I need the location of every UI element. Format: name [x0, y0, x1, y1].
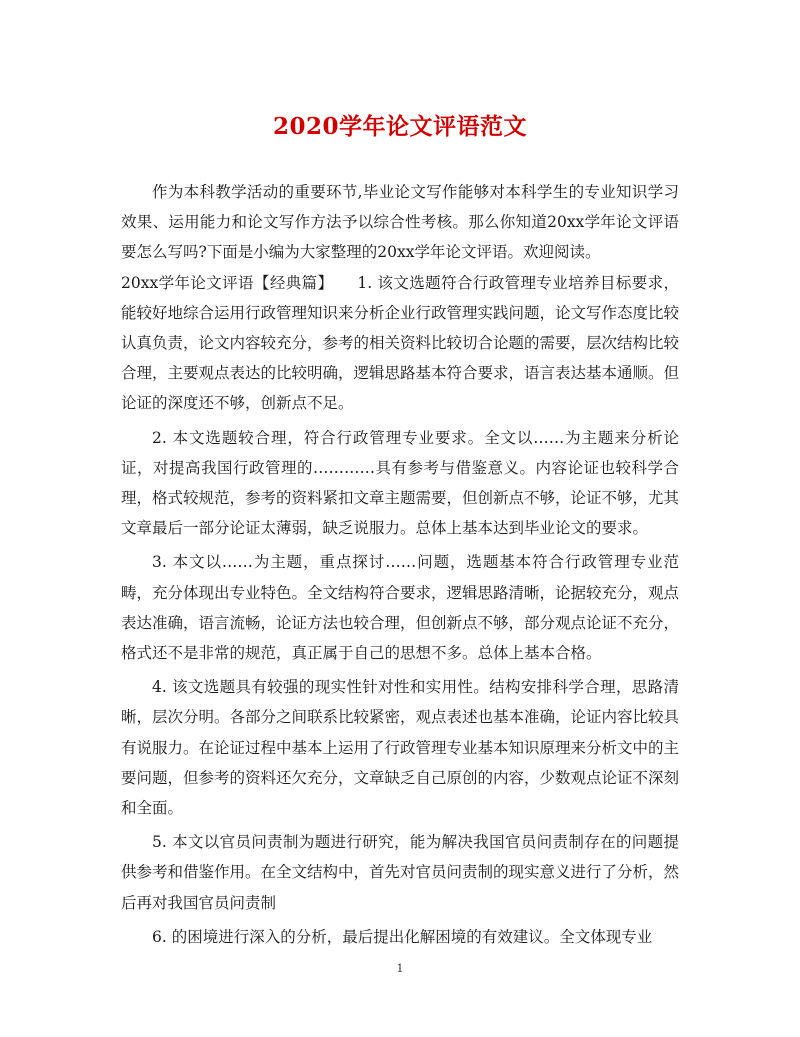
document-body — [121, 177, 679, 952]
paragraph-6: 6. 的困境进行深入的分析，最后提出化解困境的有效建议。全文体现专业 — [152, 927, 653, 946]
paragraph-intro: 作为本科教学活动的重要环节,毕业论文写作能够对本科学生的专业知识学习效果、运用能力和论文写作方法予以综合性考核。那么你知道20xx学年论文评语要怎么写吗?下面是小编为大家整理的20xx学年论文评语。欢迎阅读。 — [121, 183, 679, 262]
paragraph-5: 5. 本文以官员问责制为题进行研究，能为解决我国官员问责制存在的问题提供参考和借鉴作用。在全文结构中，首先对官员问责制的现实意义进行了分析，然后再对我国官员问责制 — [121, 833, 680, 912]
page-number: 1 — [396, 962, 404, 975]
paragraph-2: 2. 本文选题较合理，符合行政管理专业要求。全文以……为主题来分析论证，对提高我国行政管理的…………具有参考与借鉴意义。内容论证也较科学合理，格式较规范，参考的资料紧扣文章主题需要，但创新点不够，论证不够，尤其文章最后一部分论证太薄弱，缺乏说服力。总体上基本达到毕业论文的要求。 — [121, 428, 680, 538]
document-title: 2020学年论文评语范文 — [272, 113, 527, 140]
paragraph-1: 20xx学年论文评语【经典篇】 1. 该文选题符合行政管理专业培养目标要求，能较好地综合运用行政管理知识来分析企业行政管理实践问题，论文写作态度比较认真负责，论文内容较充分，参考的相关资料比较切合论题的需要，层次结构比较合理，主要观点表达的比较明确，逻辑思路基本符合要求，语言表达基本通顺。但论证的深度还不够，创新点不足。 — [121, 273, 680, 413]
paragraph-3: 3. 本文以……为主题，重点探讨……问题，选题基本符合行政管理专业范畴，充分体现出专业特色。全文结构符合要求，逻辑思路清晰，论据较充分，观点表达准确，语言流畅，论证方法也较合理，但创新点不够，部分观点论证不充分，格式还不是非常的规范，真正属于自己的思想不多。总体上基本合格。 — [121, 553, 680, 663]
paragraph-4: 4. 该文选题具有较强的现实性针对性和实用性。结构安排科学合理，思路清晰，层次分明。各部分之间联系比较紧密，观点表述也基本准确，论证内容比较具有说服力。在论证过程中基本上运用了行政管理专业基本知识原理来分析文中的主要问题，但参考的资料还欠充分，文章缺乏自己原创的内容，少数观点论证不深刻和全面。 — [121, 678, 680, 818]
